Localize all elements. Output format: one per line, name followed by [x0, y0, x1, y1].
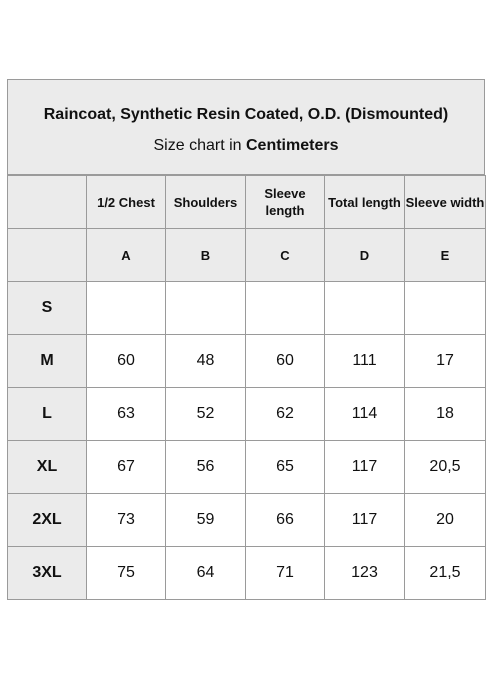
measurement-cell: 75	[87, 547, 166, 600]
column-letter: B	[166, 229, 246, 282]
measurement-cell: 60	[87, 335, 166, 388]
size-row	[8, 388, 486, 441]
measurement-cell: 111	[325, 335, 405, 388]
measurement-cell: 117	[325, 494, 405, 547]
measurement-cell: 56	[166, 441, 246, 494]
column-name: Total length	[325, 176, 405, 229]
measurement-cell: 21,5	[405, 547, 486, 600]
column-letter: E	[405, 229, 486, 282]
column-name: Sleeve width	[405, 176, 486, 229]
chart-subtitle	[8, 137, 484, 155]
measurement-cell: 63	[87, 388, 166, 441]
size-row	[8, 547, 486, 600]
measurement-cell: 18	[405, 388, 486, 441]
size-label: M	[8, 335, 87, 388]
measurement-cell	[325, 282, 405, 335]
column-letters-row	[8, 229, 486, 282]
measurement-cell: 71	[246, 547, 325, 600]
size-table	[7, 175, 486, 600]
column-letter: D	[325, 229, 405, 282]
subtitle-unit: Centimeters	[246, 137, 339, 154]
size-row	[8, 494, 486, 547]
size-label: S	[8, 282, 87, 335]
column-name: 1/2 Chest	[87, 176, 166, 229]
measurement-cell	[246, 282, 325, 335]
measurement-cell: 64	[166, 547, 246, 600]
measurement-cell: 123	[325, 547, 405, 600]
measurement-cell: 48	[166, 335, 246, 388]
column-letter: A	[87, 229, 166, 282]
corner-cell	[8, 229, 87, 282]
measurement-cell: 66	[246, 494, 325, 547]
measurement-cell: 73	[87, 494, 166, 547]
measurement-cell: 20	[405, 494, 486, 547]
measurement-cell: 65	[246, 441, 325, 494]
column-names-row	[8, 176, 486, 229]
measurement-cell: 17	[405, 335, 486, 388]
size-row	[8, 441, 486, 494]
measurement-cell: 114	[325, 388, 405, 441]
measurement-cell: 20,5	[405, 441, 486, 494]
size-row	[8, 282, 486, 335]
measurement-cell	[87, 282, 166, 335]
size-label: 3XL	[8, 547, 87, 600]
measurement-cell	[405, 282, 486, 335]
chart-header	[7, 79, 485, 175]
subtitle-prefix: Size chart in	[153, 137, 242, 154]
size-label: 2XL	[8, 494, 87, 547]
corner-cell	[8, 176, 87, 229]
measurement-cell: 60	[246, 335, 325, 388]
column-letter: C	[246, 229, 325, 282]
measurement-cell: 62	[246, 388, 325, 441]
measurement-cell: 59	[166, 494, 246, 547]
column-name: Shoulders	[166, 176, 246, 229]
measurement-cell: 117	[325, 441, 405, 494]
size-label: L	[8, 388, 87, 441]
size-label: XL	[8, 441, 87, 494]
size-row	[8, 335, 486, 388]
measurement-cell: 52	[166, 388, 246, 441]
measurement-cell	[166, 282, 246, 335]
measurement-cell: 67	[87, 441, 166, 494]
chart-title: Raincoat, Synthetic Resin Coated, O.D. (Dismounted)	[43, 106, 449, 123]
size-chart	[7, 79, 485, 600]
column-name: Sleeve length	[246, 176, 325, 229]
